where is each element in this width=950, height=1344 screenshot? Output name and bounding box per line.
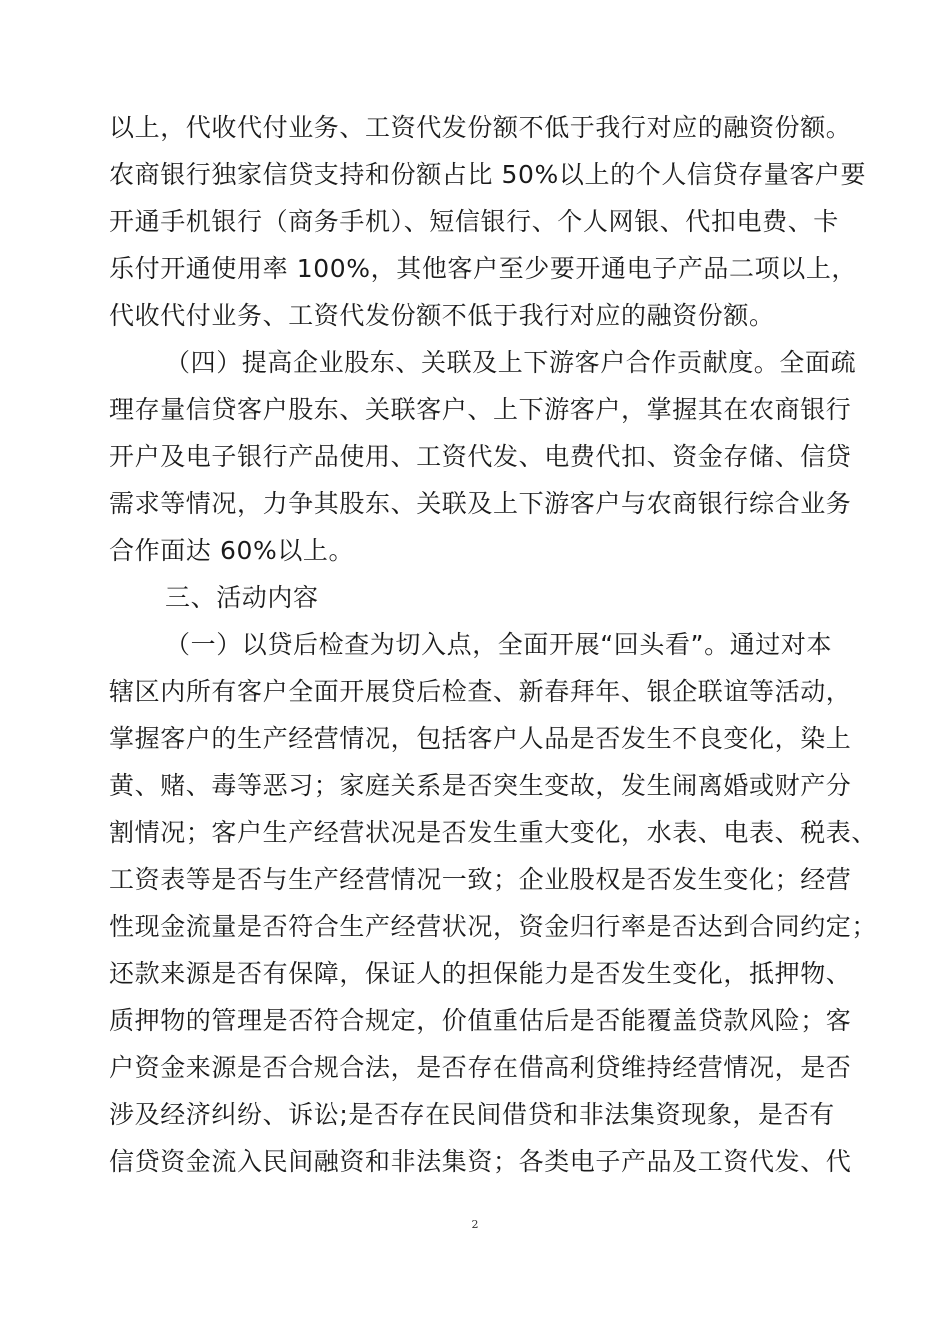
text-line: 黄、赌、毒等恶习；家庭关系是否突生变故，发生闹离婚或财产分 xyxy=(109,771,852,800)
page-number: 2 xyxy=(471,1218,479,1231)
text-line: 理存量信贷客户股东、关联客户、上下游客户，掌握其在农商银行 xyxy=(109,395,852,424)
paragraph-start-line: （一）以贷后检查为切入点，全面开展“回头看”。通过对本 xyxy=(165,630,833,659)
text-line: 质押物的管理是否符合规定，价值重估后是否能覆盖贷款风险；客 xyxy=(109,1006,852,1035)
paragraph-start-line: （四）提高企业股东、关联及上下游客户合作贡献度。全面疏 xyxy=(165,348,857,377)
text-line: 掌握客户的生产经营情况，包括客户人品是否发生不良变化，染上 xyxy=(109,724,852,753)
section-heading: 三、活动内容 xyxy=(165,583,319,612)
text-line: 开户及电子银行产品使用、工资代发、电费代扣、资金存储、信贷 xyxy=(109,442,852,471)
text-line: 开通手机银行（商务手机）、短信银行、个人网银、代扣电费、卡 xyxy=(109,207,839,236)
text-line: 乐付开通使用率 100%，其他客户至少要开通电子产品二项以上， xyxy=(109,254,858,283)
text-line: 信贷资金流入民间融资和非法集资；各类电子产品及工资代发、代 xyxy=(109,1147,852,1176)
text-line: 需求等情况，力争其股东、关联及上下游客户与农商银行综合业务 xyxy=(109,489,852,518)
text-line: 农商银行独家信贷支持和份额占比 50%以上的个人信贷存量客户要 xyxy=(109,160,867,189)
text-line: 代收代付业务、工资代发份额不低于我行对应的融资份额。 xyxy=(109,301,775,330)
text-line: 工资表等是否与生产经营情况一致；企业股权是否发生变化；经营 xyxy=(109,865,852,894)
text-line: 涉及经济纠纷、诉讼;是否存在民间借贷和非法集资现象，是否有 xyxy=(109,1100,835,1129)
text-line: 辖区内所有客户全面开展贷后检查、新春拜年、银企联谊等活动， xyxy=(109,677,852,706)
text-line: 户资金来源是否合规合法，是否存在借高利贷维持经营情况，是否 xyxy=(109,1053,852,1082)
text-line: 性现金流量是否符合生产经营状况，资金归行率是否达到合同约定； xyxy=(109,912,878,941)
text-line: 割情况；客户生产经营状况是否发生重大变化，水表、电表、税表、 xyxy=(109,818,878,847)
text-line: 以上，代收代付业务、工资代发份额不低于我行对应的融资份额。 xyxy=(109,113,852,142)
text-line: 合作面达 60%以上。 xyxy=(109,536,355,565)
text-line: 还款来源是否有保障，保证人的担保能力是否发生变化，抵押物、 xyxy=(109,959,852,988)
